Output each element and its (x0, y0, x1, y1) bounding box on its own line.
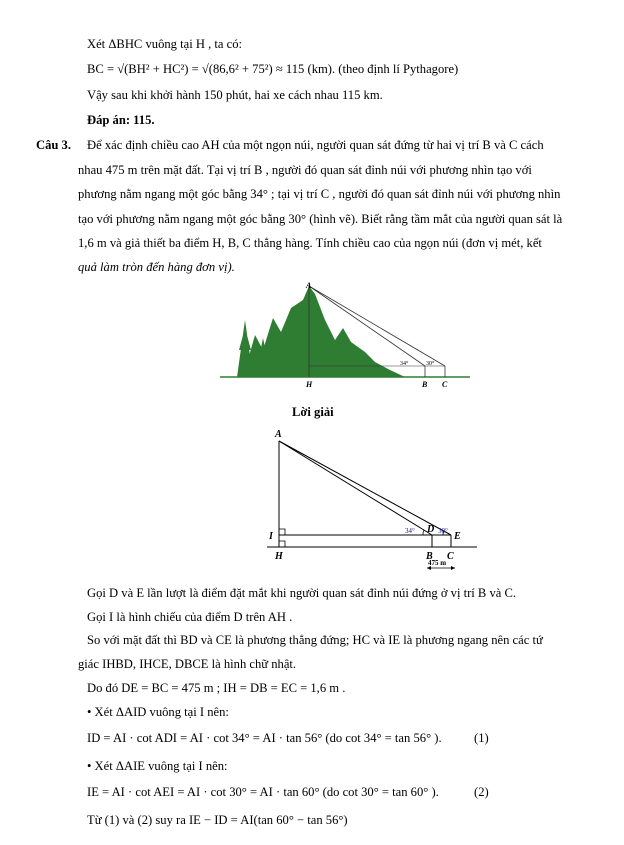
label-a: A (306, 281, 312, 290)
equation-number-2: (2) (474, 785, 489, 799)
solution-line-8: • Xét ΔAIE vuông tại I nên: (87, 759, 228, 773)
solution-formula-2: IE = AI · cot AEI = AI · cot 30° = AI · tan 60° (do cot 30° = tan 60° ). (87, 785, 439, 799)
solution-line-6: • Xét ΔAID vuông tại I nên: (87, 705, 229, 719)
label-i: I (269, 531, 273, 542)
solution-line-10: Từ (1) và (2) suy ra IE − ID = AI(tan 60° − tan 56°) (87, 813, 348, 827)
question-line-3: phương nằm ngang một góc bằng 34° ; tại vị trí C , người đó quan sát đỉnh núi với phương nhìn (78, 187, 561, 201)
right-angle-h (279, 541, 285, 547)
solution-line-4: giác IHBD, IHCE, DBCE là hình chữ nhật. (78, 657, 297, 671)
solution-formula-1: ID = AI · cot ADI = AI · cot 34° = AI · tan 56° (do cot 34° = tan 56° ). (87, 731, 442, 745)
segment-ad (279, 441, 435, 535)
equation-number-1: (1) (474, 731, 489, 745)
label-c: C (442, 380, 448, 389)
label-a: A (275, 429, 282, 440)
angle-30: 30° (438, 527, 448, 535)
solution-line-2: Gọi I là hình chiếu của điểm D trên AH . (87, 610, 293, 624)
solution-line-5: Do đó DE = BC = 475 m ; IH = DB = EC = 1,6 m . (87, 681, 346, 695)
solution-title: Lời giải (292, 405, 334, 419)
intro-conclusion: Vậy sau khi khởi hành 150 phút, hai xe cách nhau 115 km. (87, 88, 383, 102)
answer: Đáp án: 115. (87, 113, 155, 127)
label-h: H (275, 551, 283, 562)
label-d: D (427, 524, 435, 535)
label-b: B (422, 380, 428, 389)
label-e: E (454, 531, 461, 542)
question-line-5: 1,6 m và giả thiết ba điểm H, B, C thẳng hàng. Tính chiều cao của ngọn núi (đơn vị mét, kết (78, 236, 542, 250)
geometry-figure (255, 425, 495, 575)
intro-formula: BC = √(BH² + HC²) = √(86,6² + 75²) ≈ 115 (km). (theo định lí Pythagore) (87, 62, 459, 76)
distance-label: 475 m (428, 559, 447, 567)
solution-line-1: Gọi D và E lần lượt là điểm đặt mắt khi người quan sát đỉnh núi đứng ở vị trí B và C. (87, 586, 517, 600)
question-line-6: quả làm tròn đến hàng đơn vị). (78, 260, 235, 274)
mountain-figure (215, 280, 475, 395)
arrow-right (451, 566, 455, 570)
label-b: B (426, 551, 433, 562)
right-angle-i (279, 529, 285, 535)
question-line-1: Để xác định chiều cao AH của một ngọn núi, người quan sát đứng từ hai vị trí B và C cách (87, 138, 544, 152)
segment-ae (279, 441, 451, 535)
intro-line-1: Xét ΔBHC vuông tại H , ta có: (87, 37, 243, 51)
angle-34: 34° (400, 361, 409, 367)
solution-line-3: So với mặt đất thì BD và CE là phương thẳng đứng; HC và IE là phương ngang nên các tứ (87, 633, 543, 647)
question-label: Câu 3. (36, 138, 71, 152)
arc-d (423, 530, 424, 535)
question-line-2: nhau 475 m trên mặt đất. Tại vị trí B , người đó quan sát đỉnh núi với phương nhìn tạo với (78, 163, 532, 177)
label-h: H (306, 380, 313, 389)
angle-34: 34° (405, 527, 415, 535)
label-c: C (447, 551, 454, 562)
question-line-4: tạo với phương nằm ngang một góc bằng 30° (hình vẽ). Biết rằng tầm mắt của người quan sát là (78, 212, 563, 226)
tree-left (237, 320, 253, 377)
angle-30: 30° (426, 361, 435, 367)
